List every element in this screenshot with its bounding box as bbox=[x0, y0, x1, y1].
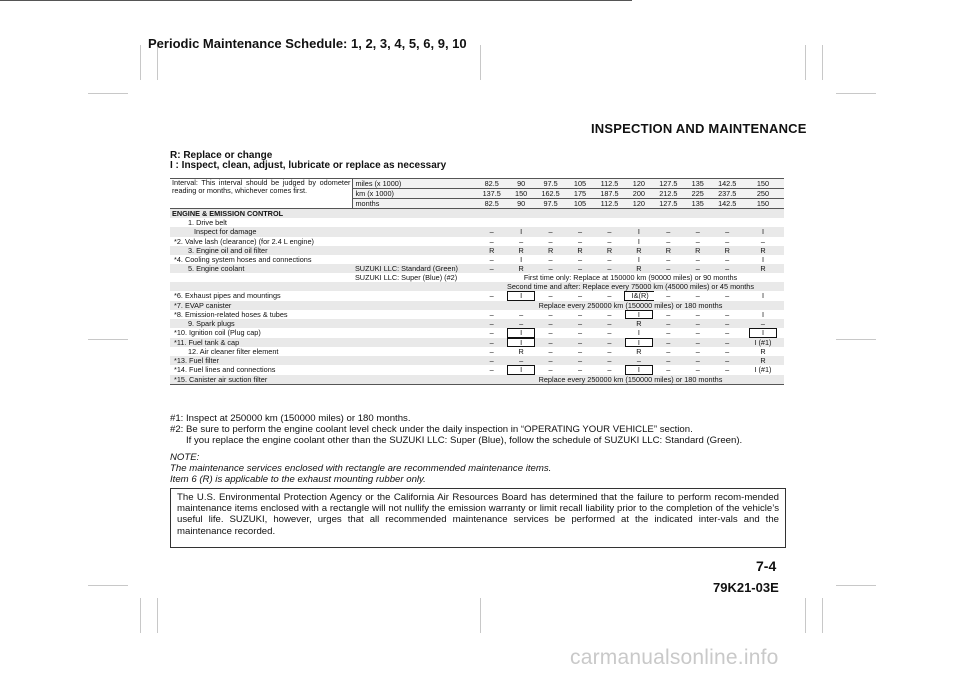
interval-value: 250 bbox=[742, 189, 784, 199]
schedule-cell: – bbox=[548, 236, 553, 246]
interval-value: 200 bbox=[624, 189, 653, 199]
table-row bbox=[170, 246, 784, 255]
interval-unit: months bbox=[353, 199, 477, 209]
schedule-cell bbox=[506, 338, 535, 347]
crop-mark bbox=[140, 598, 141, 633]
schedule-cell: R bbox=[595, 246, 624, 255]
item-sublabel: SUZUKI LLC: Super (Blue) (#2) bbox=[354, 272, 458, 282]
schedule-cell bbox=[624, 291, 653, 300]
maintenance-schedule-table bbox=[170, 178, 784, 385]
table-row bbox=[170, 338, 784, 347]
item-label: 3. Engine oil and oil filter bbox=[170, 246, 477, 255]
schedule-cell: R bbox=[624, 319, 653, 328]
table-row bbox=[170, 319, 784, 328]
schedule-cell: – bbox=[536, 319, 565, 328]
schedule-cell: – bbox=[607, 328, 612, 338]
note-line-2: Item 6 (R) is applicable to the exhaust mounting rubber only. bbox=[170, 474, 426, 485]
crop-mark bbox=[805, 598, 806, 633]
item-label: *2. Valve lash (clearance) (for 2.4 L engine) bbox=[174, 236, 314, 246]
schedule-cell bbox=[536, 218, 565, 227]
schedule-cell: I (#1) bbox=[754, 365, 772, 375]
item-label: 5. Engine coolant bbox=[170, 264, 353, 273]
schedule-cell: – bbox=[695, 291, 700, 301]
interval-value: 142.5 bbox=[712, 199, 741, 209]
schedule-cell: – bbox=[577, 328, 583, 338]
schedule-cell: – bbox=[695, 254, 700, 264]
note-label: NOTE: bbox=[170, 452, 200, 463]
schedule-cell: – bbox=[712, 227, 741, 236]
schedule-cell: – bbox=[548, 328, 553, 338]
table-row bbox=[170, 375, 784, 385]
table-row bbox=[170, 227, 784, 236]
schedule-cell: – bbox=[536, 227, 565, 236]
merged-interval-note: Replace every 250000 km (150000 miles) or 180 months bbox=[477, 301, 784, 310]
schedule-cell: – bbox=[577, 365, 583, 375]
footnote-2-continued: If you replace the engine coolant other than the SUZUKI LLC: Super (Blue), follow the schedule of SUZUKI LLC: Standard (Green). bbox=[186, 435, 743, 446]
schedule-cell: – bbox=[607, 309, 612, 319]
table-row bbox=[170, 365, 784, 374]
schedule-cell: – bbox=[725, 365, 730, 375]
schedule-cell: – bbox=[683, 227, 712, 236]
schedule-cell: – bbox=[683, 264, 712, 273]
interval-value: 135 bbox=[683, 199, 712, 209]
schedule-cell: I bbox=[624, 227, 653, 236]
interval-row bbox=[170, 179, 784, 189]
merged-interval-note: Second time and after: Replace every 75000 km (45000 miles) or 45 months bbox=[477, 282, 784, 291]
schedule-cell: – bbox=[666, 328, 671, 338]
schedule-cell: – bbox=[565, 264, 594, 273]
interval-value: 90 bbox=[506, 179, 535, 189]
schedule-cell: – bbox=[742, 319, 784, 328]
schedule-cell: – bbox=[607, 236, 612, 246]
schedule-cell: – bbox=[760, 236, 765, 246]
interval-value: 97.5 bbox=[536, 199, 565, 209]
interval-value: 112.5 bbox=[595, 199, 624, 209]
interval-value: 105 bbox=[565, 179, 594, 189]
item-label: *7. EVAP canister bbox=[170, 301, 477, 310]
schedule-cell: I bbox=[742, 227, 784, 236]
schedule-cell: – bbox=[548, 309, 553, 319]
item-label: 12. Air cleaner filter element bbox=[188, 346, 279, 356]
schedule-cell: – bbox=[489, 309, 494, 319]
schedule-cell: – bbox=[607, 254, 612, 264]
schedule-cell: I bbox=[637, 236, 640, 246]
merged-interval-note: First time only: Replace at 150000 km (90000 miles) or 90 months bbox=[523, 272, 738, 282]
schedule-cell: – bbox=[548, 291, 553, 301]
interval-value: 212.5 bbox=[654, 189, 683, 199]
boxed-value: I bbox=[507, 338, 535, 347]
schedule-cell: – bbox=[519, 309, 524, 319]
schedule-cell: – bbox=[565, 319, 594, 328]
section-row bbox=[170, 209, 784, 219]
item-label: *10. Ignition coil (Plug cap) bbox=[174, 328, 261, 338]
item-label: *15. Canister air suction filter bbox=[170, 375, 477, 385]
boxed-value: I bbox=[625, 310, 653, 319]
boxed-value: I bbox=[507, 328, 535, 337]
schedule-cell: I bbox=[637, 328, 640, 338]
interval-value: 127.5 bbox=[654, 179, 683, 189]
item-label: *8. Emission-related hoses & tubes bbox=[174, 309, 288, 319]
schedule-cell: – bbox=[489, 328, 494, 338]
boxed-value: I&(R) bbox=[624, 291, 653, 300]
schedule-cell: – bbox=[577, 346, 583, 356]
item-sublabel: SUZUKI LLC: Standard (Green) bbox=[353, 264, 477, 273]
interval-value: 150 bbox=[742, 179, 784, 189]
schedule-cell: – bbox=[725, 254, 730, 264]
schedule-cell: – bbox=[477, 338, 506, 347]
crop-mark bbox=[88, 93, 128, 94]
schedule-cell: – bbox=[654, 338, 683, 347]
schedule-cell: – bbox=[666, 254, 671, 264]
schedule-cell: – bbox=[654, 227, 683, 236]
schedule-cell: – bbox=[477, 227, 506, 236]
schedule-cell: – bbox=[695, 309, 700, 319]
schedule-cell bbox=[683, 218, 712, 227]
interval-value: 187.5 bbox=[595, 189, 624, 199]
schedule-cell: – bbox=[725, 291, 730, 301]
epa-notice-box: The U.S. Environmental Protection Agency or the California Air Resources Board has determined that the failure to perform recom-mended maintenance items enclosed with a rectangle will not nullify the emission warranty or limit recall liability prior to the completion of the vehicle’s useful life. SUZUKI, however, urges that all recommended maintenance services be performed at the indicated inter-vals and the maintenance recorded. bbox=[170, 488, 786, 548]
schedule-cell: – bbox=[506, 356, 535, 365]
schedule-cell: – bbox=[683, 319, 712, 328]
schedule-cell bbox=[624, 218, 653, 227]
schedule-cell: – bbox=[548, 254, 553, 264]
interval-unit: miles (x 1000) bbox=[353, 179, 477, 189]
item-label: *13. Fuel filter bbox=[170, 356, 477, 365]
section-heading: ENGINE & EMISSION CONTROL bbox=[170, 209, 784, 219]
schedule-cell: R bbox=[506, 246, 535, 255]
interval-value: 127.5 bbox=[654, 199, 683, 209]
schedule-cell: – bbox=[548, 365, 553, 375]
item-label: *11. Fuel tank & cap bbox=[170, 338, 477, 347]
table-row bbox=[170, 356, 784, 365]
merged-interval-note: Replace every 250000 km (150000 miles) or 180 months bbox=[477, 375, 784, 385]
schedule-cell: – bbox=[489, 346, 494, 356]
schedule-cell bbox=[742, 328, 784, 337]
schedule-cell bbox=[624, 365, 653, 374]
schedule-cell: – bbox=[595, 338, 624, 347]
crop-mark bbox=[836, 339, 876, 340]
schedule-cell: – bbox=[607, 346, 612, 356]
schedule-cell: – bbox=[595, 264, 624, 273]
footnote-1: #1: Inspect at 250000 km (150000 miles) or 180 months. bbox=[170, 413, 411, 424]
schedule-cell: – bbox=[477, 264, 506, 273]
interval-value: 225 bbox=[683, 189, 712, 199]
table-row bbox=[170, 255, 784, 264]
interval-value: 90 bbox=[506, 199, 535, 209]
crop-mark bbox=[805, 45, 806, 80]
interval-value: 162.5 bbox=[536, 189, 565, 199]
schedule-cell: R bbox=[742, 264, 784, 273]
schedule-cell: – bbox=[725, 328, 730, 338]
item-label: *4. Cooling system hoses and connections bbox=[174, 254, 312, 264]
table-row bbox=[170, 291, 784, 300]
schedule-cell bbox=[742, 218, 784, 227]
schedule-cell: – bbox=[477, 319, 506, 328]
item-label: 1. Drive belt bbox=[188, 218, 227, 228]
crop-mark bbox=[88, 585, 128, 586]
interval-value: 82.5 bbox=[477, 179, 506, 189]
schedule-cell bbox=[654, 218, 683, 227]
schedule-cell: – bbox=[695, 236, 700, 246]
crop-mark bbox=[480, 598, 481, 633]
schedule-cell: R bbox=[518, 346, 524, 356]
schedule-cell: – bbox=[695, 365, 700, 375]
header-rule bbox=[0, 0, 632, 1]
schedule-cell bbox=[506, 291, 535, 300]
table-row bbox=[170, 237, 784, 246]
crop-mark bbox=[480, 45, 481, 80]
schedule-cell: – bbox=[565, 356, 594, 365]
schedule-cell: – bbox=[725, 236, 730, 246]
interval-value: 120 bbox=[624, 179, 653, 189]
interval-value: 150 bbox=[742, 199, 784, 209]
schedule-cell: – bbox=[577, 236, 583, 246]
boxed-value: I bbox=[625, 365, 653, 374]
schedule-cell: I bbox=[761, 291, 764, 301]
schedule-cell: I bbox=[761, 254, 764, 264]
item-label: 9. Spark plugs bbox=[170, 319, 477, 328]
schedule-cell: I bbox=[520, 254, 523, 264]
item-label: Inspect for damage bbox=[170, 227, 477, 236]
schedule-cell: – bbox=[725, 346, 730, 356]
schedule-cell: – bbox=[624, 356, 653, 365]
schedule-cell: – bbox=[595, 356, 624, 365]
table-row bbox=[170, 282, 784, 291]
schedule-cell: – bbox=[536, 356, 565, 365]
boxed-value: I bbox=[749, 328, 777, 337]
schedule-cell: R bbox=[506, 264, 535, 273]
note-line-1: The maintenance services enclosed with rectangle are recommended maintenance items. bbox=[170, 463, 552, 474]
legend-replace: R: Replace or change bbox=[170, 150, 273, 161]
schedule-cell: – bbox=[712, 319, 741, 328]
schedule-cell: R bbox=[742, 356, 784, 365]
item-sublabel bbox=[353, 282, 477, 291]
schedule-cell: – bbox=[577, 291, 583, 301]
schedule-cell bbox=[565, 218, 594, 227]
schedule-cell: – bbox=[477, 356, 506, 365]
interval-value: 105 bbox=[565, 199, 594, 209]
footnote-2: #2: Be sure to perform the engine coolant level check under the daily inspection in “OPERATING YOUR VEHICLE” section. bbox=[170, 424, 693, 435]
boxed-value: I bbox=[625, 338, 653, 347]
schedule-cell bbox=[506, 218, 535, 227]
interval-label: Interval: This interval should be judged by odometer reading or months, whichever comes first. bbox=[170, 179, 353, 209]
table-row bbox=[170, 301, 784, 310]
schedule-cell: R bbox=[624, 246, 653, 255]
schedule-cell: – bbox=[712, 264, 741, 273]
schedule-cell: – bbox=[695, 328, 700, 338]
schedule-cell: – bbox=[683, 356, 712, 365]
schedule-cell: – bbox=[666, 236, 671, 246]
schedule-cell: – bbox=[666, 346, 671, 356]
table-row bbox=[170, 347, 784, 356]
item-label: *6. Exhaust pipes and mountings bbox=[174, 291, 281, 301]
crop-mark bbox=[140, 45, 141, 80]
crop-mark bbox=[836, 585, 876, 586]
interval-value: 150 bbox=[506, 189, 535, 199]
crop-mark bbox=[836, 93, 876, 94]
schedule-cell: R bbox=[654, 246, 683, 255]
interval-value: 137.5 bbox=[477, 189, 506, 199]
schedule-cell: I bbox=[761, 309, 764, 319]
item-label bbox=[170, 273, 353, 282]
interval-value: 237.5 bbox=[712, 189, 741, 199]
schedule-cell: – bbox=[577, 309, 583, 319]
schedule-cell: – bbox=[489, 291, 494, 301]
schedule-cell: – bbox=[607, 291, 612, 301]
schedule-cell: – bbox=[489, 365, 494, 375]
schedule-cell: – bbox=[683, 338, 712, 347]
schedule-cell: R bbox=[742, 246, 784, 255]
schedule-cell: – bbox=[712, 338, 741, 347]
schedule-cell: – bbox=[666, 365, 671, 375]
schedule-cell: – bbox=[595, 319, 624, 328]
schedule-cell: – bbox=[577, 254, 583, 264]
schedule-cell: R bbox=[536, 246, 565, 255]
interval-value: 120 bbox=[624, 199, 653, 209]
schedule-cell bbox=[506, 365, 535, 374]
schedule-cell: – bbox=[565, 227, 594, 236]
interval-value: 175 bbox=[565, 189, 594, 199]
schedule-cell: – bbox=[607, 365, 612, 375]
crop-mark bbox=[822, 45, 823, 80]
schedule-cell: I bbox=[506, 227, 535, 236]
interval-value: 112.5 bbox=[595, 179, 624, 189]
document-title: Periodic Maintenance Schedule: 1, 2, 3, 4, 5, 6, 9, 10 bbox=[148, 36, 467, 51]
schedule-cell: – bbox=[666, 291, 671, 301]
schedule-cell: R bbox=[712, 246, 741, 255]
schedule-cell: – bbox=[506, 319, 535, 328]
document-code: 79K21-03E bbox=[713, 580, 779, 595]
interval-value: 97.5 bbox=[536, 179, 565, 189]
crop-mark bbox=[822, 598, 823, 633]
schedule-cell: I (#1) bbox=[742, 338, 784, 347]
watermark-text: carmanualsonline.info bbox=[570, 646, 779, 669]
boxed-value: I bbox=[507, 365, 535, 374]
page-number: 7-4 bbox=[756, 558, 777, 574]
schedule-cell: R bbox=[477, 246, 506, 255]
schedule-cell bbox=[477, 218, 506, 227]
schedule-cell: – bbox=[595, 227, 624, 236]
schedule-cell: R bbox=[760, 346, 766, 356]
interval-value: 82.5 bbox=[477, 199, 506, 209]
schedule-cell: – bbox=[536, 264, 565, 273]
item-label bbox=[170, 282, 353, 291]
section-title: INSPECTION AND MAINTENANCE bbox=[591, 121, 807, 136]
schedule-cell bbox=[624, 310, 653, 319]
schedule-cell bbox=[595, 218, 624, 227]
legend-inspect: I : Inspect, clean, adjust, lubricate or replace as necessary bbox=[170, 160, 447, 171]
schedule-cell bbox=[712, 218, 741, 227]
crop-mark bbox=[157, 598, 158, 633]
schedule-cell: R bbox=[636, 346, 642, 356]
schedule-cell: – bbox=[489, 236, 494, 246]
schedule-cell: R bbox=[624, 264, 653, 273]
table-row bbox=[170, 310, 784, 319]
schedule-cell: R bbox=[683, 246, 712, 255]
schedule-cell: – bbox=[654, 319, 683, 328]
table-row bbox=[170, 273, 784, 282]
schedule-cell: – bbox=[654, 356, 683, 365]
table-row bbox=[170, 264, 784, 273]
schedule-cell bbox=[506, 328, 535, 337]
schedule-cell: – bbox=[725, 309, 730, 319]
schedule-cell bbox=[624, 338, 653, 347]
boxed-value: I bbox=[507, 291, 535, 300]
schedule-cell: – bbox=[536, 338, 565, 347]
item-label: *14. Fuel lines and connections bbox=[174, 365, 276, 375]
schedule-cell: – bbox=[654, 264, 683, 273]
schedule-cell: R bbox=[565, 246, 594, 255]
schedule-cell: – bbox=[548, 346, 553, 356]
schedule-cell: I bbox=[637, 254, 640, 264]
crop-mark bbox=[88, 339, 128, 340]
table-row bbox=[170, 218, 784, 227]
schedule-cell: – bbox=[519, 236, 524, 246]
schedule-cell: – bbox=[565, 338, 594, 347]
interval-value: 142.5 bbox=[712, 179, 741, 189]
schedule-cell: – bbox=[666, 309, 671, 319]
interval-unit: km (x 1000) bbox=[353, 189, 477, 199]
table-row bbox=[170, 328, 784, 337]
schedule-cell: – bbox=[712, 356, 741, 365]
schedule-cell: – bbox=[695, 346, 700, 356]
interval-value: 135 bbox=[683, 179, 712, 189]
schedule-cell: – bbox=[489, 254, 494, 264]
